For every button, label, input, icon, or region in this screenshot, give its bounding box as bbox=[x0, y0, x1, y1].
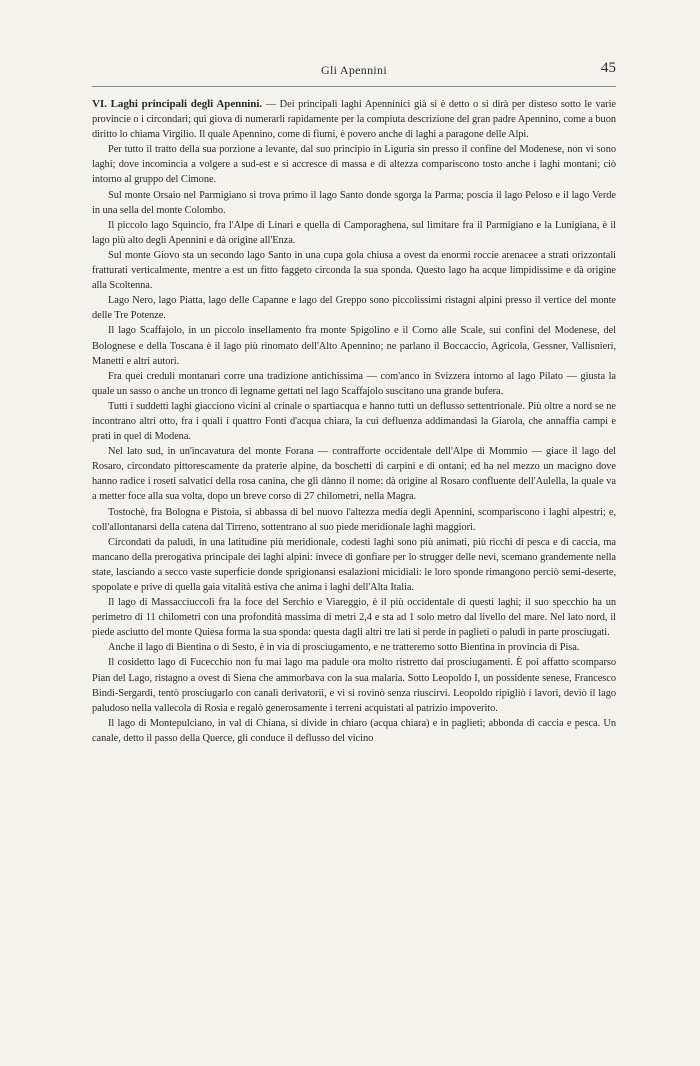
paragraph: Nel lato sud, in un'incavatura del monte Forana — contrafforte occidentale dell'Alpe di Mommio — giace il lago del Rosaro, circondato pittorescamente da praterie alpine, da boschetti di carpini e di ontani; ed ha nel mezzo un macigno dove hanno radice i roseti salvatici della rosa canina, che gli dànno il nome: dà origine al Rosaro confluente dell'Aulella, la quale va a metter foce alla sua volta, dopo un breve corso di 27 chilometri, nella Magra. bbox=[92, 446, 616, 503]
paragraph: Circondati da paludi, in una latitudine più meridionale, codesti laghi sono più animati, più ricchi di pesca e di caccia, ma mancano della prerogativa principale dei laghi alpini: invece di gonfiare per lo strugger delle nevi, scemano grandemente nella state, lasciando a secco vaste superficie donde sprigionansi esalazioni micidiali: le loro sponde rimangono perciò semi-deserte, spopolate e prive di quella gaia vitalità estiva che anima i laghi dell'Alta Italia. bbox=[92, 536, 616, 593]
section-heading: VI. Laghi principali degli Apennini. bbox=[92, 98, 263, 110]
body-text bbox=[92, 97, 616, 746]
paragraph bbox=[92, 97, 616, 142]
page-number: 45 bbox=[601, 60, 616, 76]
paragraph: Lago Nero, lago Piatta, lago delle Capanne e lago del Greppo sono piccolissimi ristagni alpini presso il vertice del monte delle Tre Potenze. bbox=[92, 295, 616, 322]
paragraph: Il cosidetto lago di Fucecchio non fu mai lago ma padule ora molto ristretto dai prosciugamenti. È poi affatto scomparso Pian del Lago, ristagno a ovest di Siena che ammorbava con la sua malaria. Sotto Leopoldo I, un possidente senese, Francesco Bindi-Sergardi, tentò prosciugarlo con canali derivatorii, e vi si rovinò senza riuscirvi. Leopoldo ripigliò i lavori, deviò il lago paludoso nella vallecola di Rosia e regalò generosamente i terreni acquistati al patrizio impoverito. bbox=[92, 657, 616, 714]
paragraph: Fra quei creduli montanari corre una tradizione antichissima — com'anco in Svizzera intorno al lago Pilato — giusta la quale un sasso o anche un tronco di legname gettati nel lago Scaffajolo suscitano una grande bufera. bbox=[92, 370, 616, 397]
paragraph: Tutti i suddetti laghi giacciono vicini al crinale o spartiacqua e hanno tutti un deflusso settentrionale. Più oltre a nord se ne incontrano altri otto, fra i quali i quattro Fonti d'acqua chiara, la cui defluenza addimandasi la Giarola, che annaffia campi e prati in quel di Modena. bbox=[92, 400, 616, 443]
paragraph: Il lago Scaffajolo, in un piccolo insellamento fra monte Spigolino e il Corno alle Scale, sui confini del Modenese, del Bolognese e della Toscana è il lago più rinomato dell'Alto Apennino; ne parlano il Boccaccio, Agricola, Gessner, Vallisnieri, Manetti e altri autori. bbox=[92, 325, 616, 367]
paragraph: Il lago di Montepulciano, in val di Chiana, si divide in chiaro (acqua chiara) e in paglieti; abbonda di caccia e pesca. Un canale, detto il passo della Querce, gli conduce il deflusso del vicino bbox=[92, 717, 616, 744]
paragraph: Il piccolo lago Squincio, fra l'Alpe di Linari e quella di Camporaghena, sul limitare fra il Parmigiano e la Lunigiana, è il lago più alto degli Apennini e dà origine all'Enza. bbox=[92, 219, 616, 246]
running-header bbox=[92, 56, 616, 87]
paragraph: Il lago di Massacciuccoli fra la foce del Serchio e Viareggio, è il più occidentale di questi laghi; il suo specchio ha un perimetro di 11 chilometri con una profondità massima di metri 2,4 e sta ad 1 solo metro dal livello del mare. Nel lato nord, il piede asciutto del monte Quiesa forma la sua sponda: questa dagli altri tre lati si perde in paglieti o paludi in parte prosciugati. bbox=[92, 597, 616, 639]
paragraph: Tostochè, fra Bologna e Pistoia, si abbassa di bel nuovo l'altezza media degli Apennini, scompariscono i laghi alpestri; e, coll'allontanarsi della catena dal Tirreno, sottentrano al suo piede meridionale laghi maggiori. bbox=[92, 506, 616, 533]
paragraph-text: — Dei principali laghi Apenninici già si è detto o si dirà per disteso sotto le varie provincie o i circondari; qui giova di numerarli rapidamente per la compiuta descrizione del gran padre Apennino, come a buon diritto lo chiama Virgilio. Il quale Apennino, come di fiumi, è povero anche di laghi a paragone delle Alpi. bbox=[92, 99, 616, 141]
running-title: Gli Apennini bbox=[321, 63, 387, 77]
paragraph: Per tutto il tratto della sua porzione a levante, dal suo principio in Liguria sin presso il confine del Modenese, non vi sono laghi; dove incomincia a volgere a sud-est e si accresce di massa e di altezza compariscono tosto anche i laghi montani; ciò intorno al gruppo del Cimone. bbox=[92, 144, 616, 186]
paragraph: Sul monte Giovo sta un secondo lago Santo in una cupa gola chiusa a ovest da enormi roccie arenacee a strati orizzontali fratturati verticalmente, mentre a est un fitto faggeto circonda la sua sponda. Questo lago ha acque limpidissime e dà origine alla Scoltenna. bbox=[92, 249, 616, 292]
paragraph: Anche il lago di Bientina o di Sesto, è in via di prosciugamento, e ne tratteremo sotto Bientina in provincia di Pisa. bbox=[108, 642, 580, 654]
paragraph: Sul monte Orsaio nel Parmigiano si trova primo il lago Santo donde sgorga la Parma; poscia il lago Peloso e il lago Verde in una sella del monte Colombo. bbox=[92, 189, 616, 216]
